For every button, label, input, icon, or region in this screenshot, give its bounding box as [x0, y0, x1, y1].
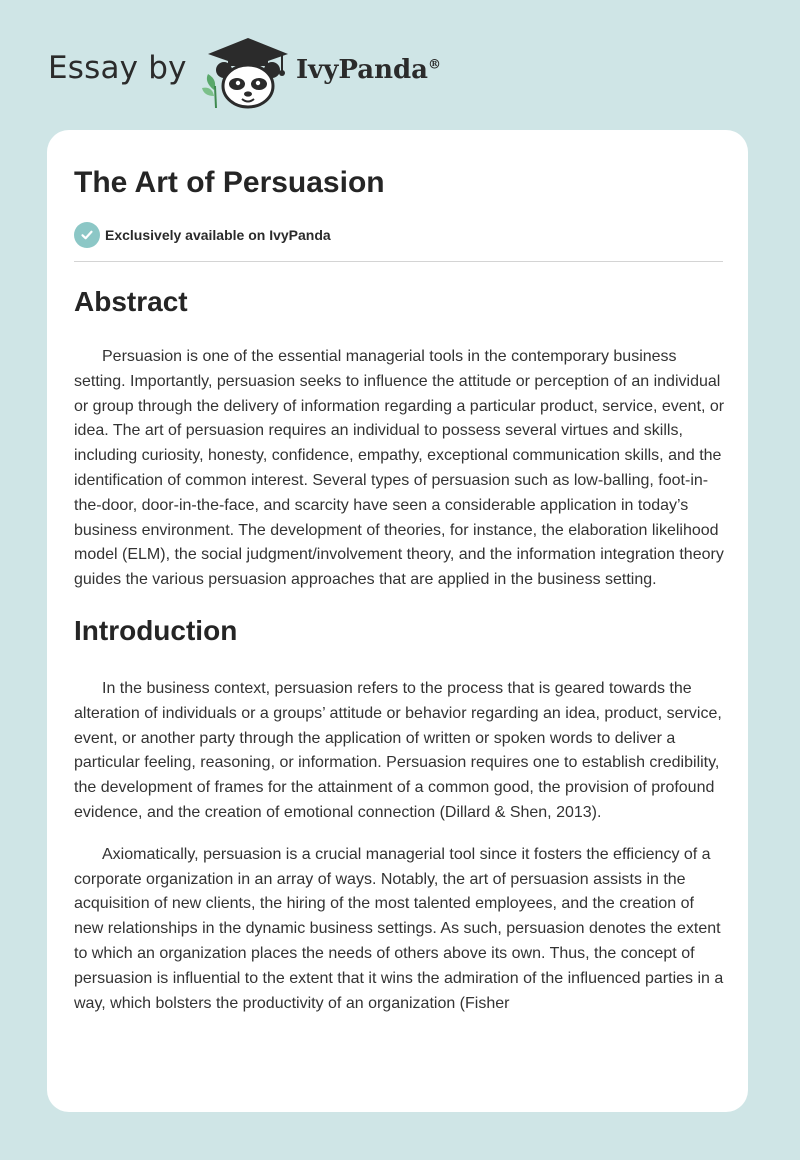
registered-mark: ®	[428, 57, 442, 73]
site-header	[0, 0, 800, 130]
essay-body	[74, 280, 725, 1016]
check-icon	[74, 222, 100, 248]
introduction-paragraph-2: Axiomatically, persuasion is a crucial managerial tool since it fosters the efficiency of a corporate organization in an array of ways. Notably, the art of persuasion assists in the acquisition of new clients, the hiring of the most talented employees, and the creation of new relationships in the dynamic business settings. As such, persuasion denotes the extent to which an organization places the needs of others above its own. Thus, the concept of persuasion is influential to the extent that it wins the admiration of the influenced parties in a way, which bolsters the productivity of an organization (Fisher	[74, 845, 724, 1012]
exclusive-badge	[74, 222, 331, 248]
introduction-paragraph-1: In the business context, persuasion refers to the process that is geared towards the alteration of individuals or a groups’ attitude or behavior regarding an idea, product, service, event, or another party through the application of written or spoken words to deliver a particular feeling, reasoning, or information. Persuasion requires one to establish credibility, the development of frames for the attainment of a common good, the provision of profound evidence, and the creation of emotional connection (Dillard & Shen, 2013).	[74, 679, 722, 821]
introduction-heading: Introduction	[74, 614, 238, 646]
essay-card	[47, 130, 748, 1112]
panda-mascot-icon[interactable]	[202, 34, 294, 110]
brand-name[interactable]: IvyPanda®	[296, 55, 442, 85]
abstract-paragraph: Persuasion is one of the essential managerial tools in the contemporary business setting. Importantly, persuasion seeks to influence the attitude or perception of an individual or group through the delivery of information regarding a particular product, service, event, or idea. The art of persuasion requires an individual to possess several virtues and skills, including curiosity, honesty, confidence, empathy, exceptional communication skills, and the identification of common interest. Several types of persuasion such as low-balling, foot-in-the-door, door-in-the-face, and scarcity have seen a considerable application in today’s business environment. The development of theories, for instance, the elaboration likelihood model (ELM), the social judgment/involvement theory, and the information integration theory guides the various persuasion approaches that are applied in the business setting.	[74, 348, 725, 589]
essay-by-label: Essay by	[48, 50, 187, 86]
essay-title: The Art of Persuasion	[74, 166, 385, 199]
exclusive-label: Exclusively available on IvyPanda	[105, 227, 331, 243]
title-divider	[74, 261, 723, 262]
abstract-heading: Abstract	[74, 286, 188, 317]
